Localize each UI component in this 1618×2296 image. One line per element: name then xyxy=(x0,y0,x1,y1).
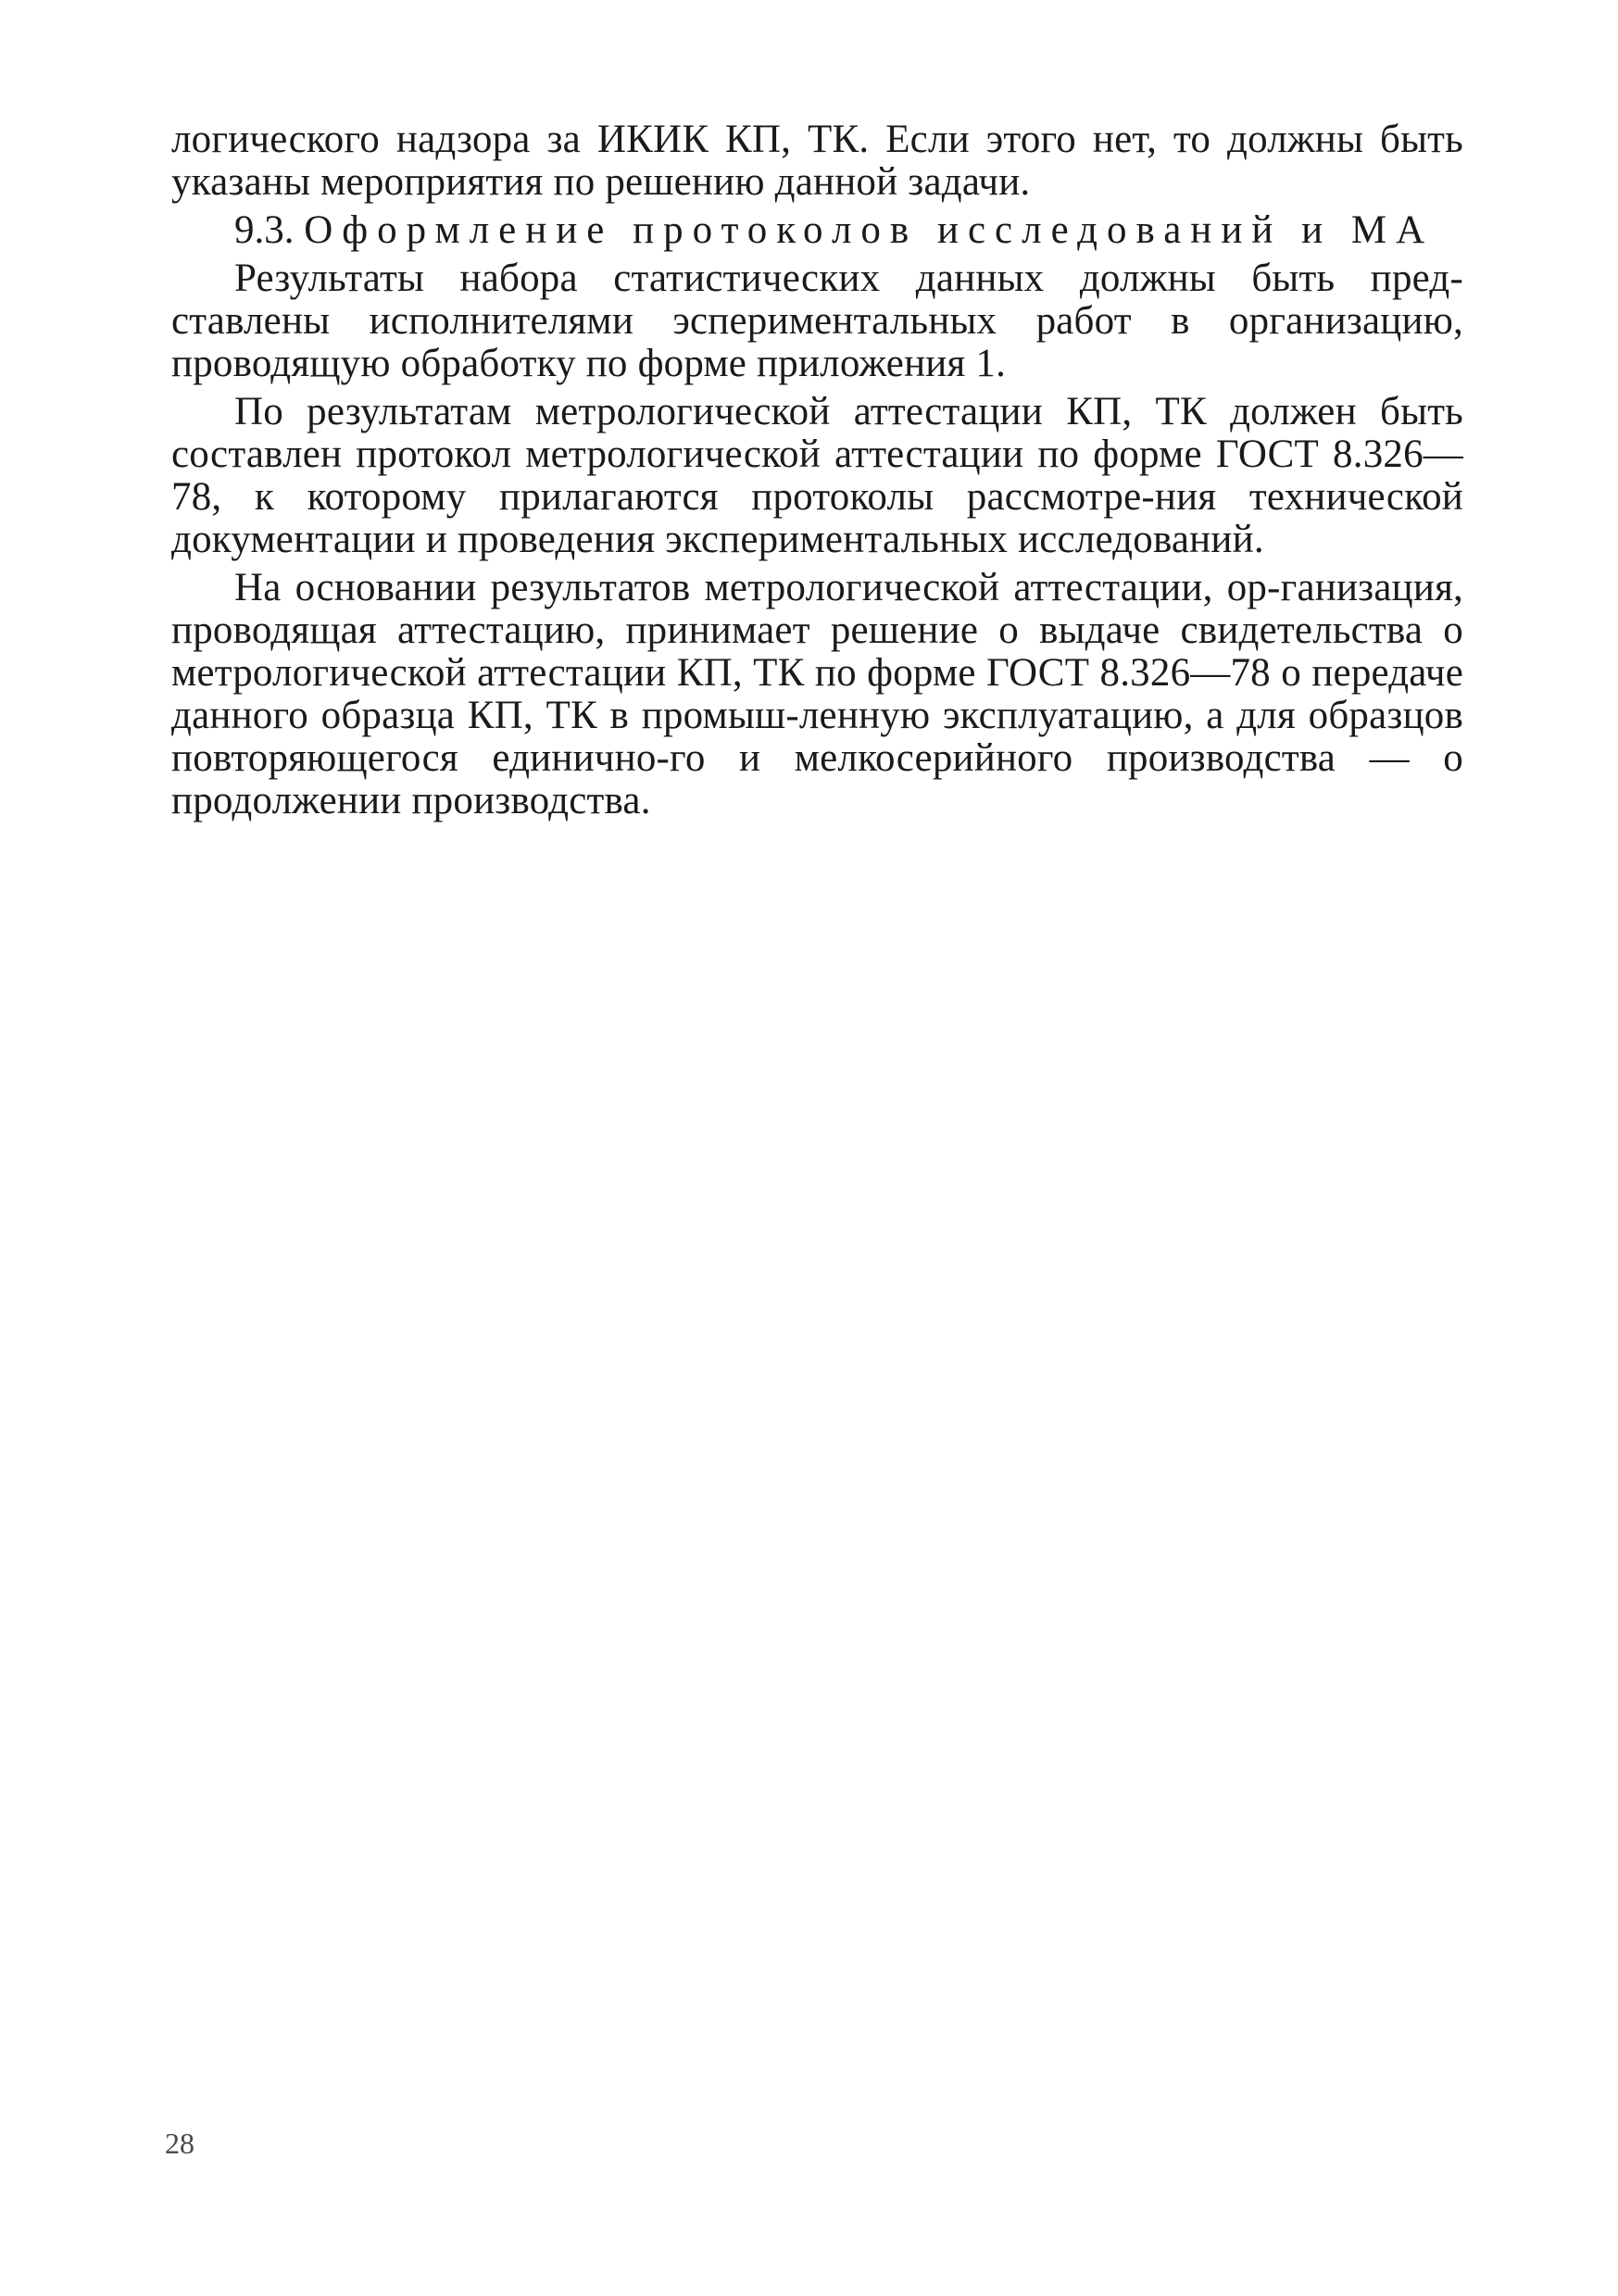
page-body xyxy=(171,119,1463,822)
paragraph-protocol: По результатам метрологической аттестации КП, ТК должен быть составлен протокол метрологической аттестации по форме ГОСТ 8.326—78, к которому прилагаются протоколы рассмотре-ния технической документации и проведения экспериментальных исследований. xyxy=(171,390,1463,561)
section-number: 9.3. xyxy=(234,208,295,252)
paragraph-continuation: логического надзора за ИКИК КП, ТК. Если этого нет, то должны быть указаны мероприятия по решению данной задачи. xyxy=(171,118,1463,204)
section-heading xyxy=(171,209,1463,252)
paragraph-statistics: Результаты набора статистических данных должны быть пред-ставлены исполнителями эспериментальных работ в организацию, проводящую обработку по форме приложения 1. xyxy=(171,257,1463,385)
page-number: 28 xyxy=(165,2127,194,2160)
paragraph-decision: На основании результатов метрологической аттестации, ор-ганизация, проводящая аттестацию, принимает решение о выдаче свидетельства о метрологической аттестации КП, ТК по форме ГОСТ 8.326—78 о передаче данного образца КП, ТК в промыш-ленную эксплуатацию, а для образцов повторяющегося единично-го и мелкосерийного производства — о продолжении производства. xyxy=(171,566,1463,822)
section-title: Оформление протоколов исследований и МА xyxy=(304,208,1435,252)
